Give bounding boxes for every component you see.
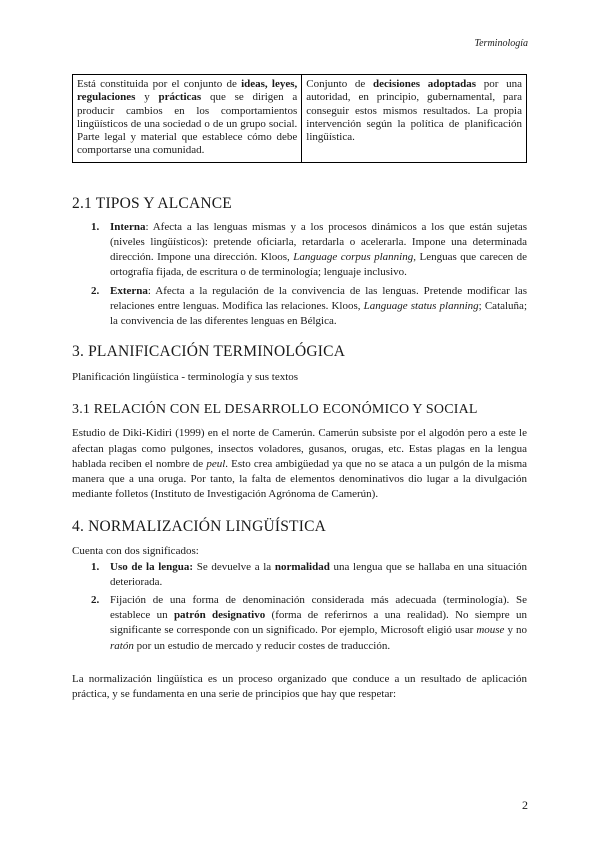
list-item: 1. Uso de la lengua: Se devuelve a la normalidad una lengua que se hallaba en una situación deteriorada.: [91, 560, 527, 588]
heading-planificacion-terminologica: 3. PLANIFICACIÓN TERMINOLÓGICA: [72, 343, 346, 361]
page-number: 2: [522, 798, 528, 812]
table-cell-planificacion: Conjunto de decisiones adoptadas por una autoridad, en principio, gubernamental, para conseguir estos mismos resultados. La propia intervención según la política de planificación lingüística.: [302, 75, 527, 163]
page-content: [72, 74, 527, 702]
paragraph-relacion: Estudio de Diki-Kidiri (1999) en el norte de Camerún. Camerún subsiste por el algodón pero a este le afectan plagas como pulgones, insectos voladores, gusanos, orugas, etc. Estas plagas en la lengua hablada reciben el nombre de peul. Esto crea ambigüedad ya que no se ataca a un pulgón de la misma manera que a una oruga. Por tanto, la falta de elementos denominativos dio lugar a la divulgación mediante folletos (Instituto de Investigación Agrónoma de Camerún).: [72, 427, 528, 501]
paragraph-norm-intro: Cuenta con dos significados:: [72, 545, 199, 558]
list-item: 2. Fijación de una forma de denominación considerada más adecuada (terminología). Se establece un patrón designativo (forma de referirnos a una realidad). No siempre un significante se corresponde con un significado. Por ejemplo, Microsoft eligió usar mouse y no ratón por un estudio de mercado y reducir costes de traducción.: [91, 594, 528, 652]
tipos-list: [72, 220, 527, 329]
heading-relacion-desarrollo: 3.1 RELACIÓN CON EL DESARROLLO ECONÓMICO Y SOCIAL: [72, 402, 478, 418]
list-item: 1. Interna: Afecta a las lenguas mismas y a los procesos dinámicos a los que están sujetas (niveles lingüísticos): pretende oficiarla, retardarla o acelerarla. Impone una determinada dirección. Impone una dirección. Kloos, Language corpus planning, Lenguas que carecen de ortografía fijada, de escritura o de terminología; lenguaje inclusivo.: [91, 220, 528, 279]
normalizacion-list: [72, 560, 527, 654]
table-cell-politica: Está constituida por el conjunto de ideas, leyes, regulaciones y prácticas que se dirigen a producir cambios en los comportamientos lingüísticos de una sociedad o de un grupo social. Parte legal y material que establece cómo debe comportarse una comunidad.: [73, 75, 302, 163]
paragraph-planificacion: Planificación lingüística - terminología y sus textos: [72, 371, 299, 384]
paragraph-norm-closing: La normalización lingüística es un proceso organizado que conduce a un resultado de aplicación práctica, y se fundamenta en una serie de principios que hay que respetar:: [72, 672, 527, 701]
running-header: Terminología: [474, 38, 528, 49]
heading-normalizacion: 4. NORMALIZACIÓN LINGÜÍSTICA: [72, 518, 327, 536]
definition-table: [72, 74, 527, 163]
heading-tipos-alcance: 2.1 TIPOS Y ALCANCE: [72, 194, 232, 212]
list-item: 2. Externa: Afecta a la regulación de la convivencia de las lenguas. Pretende modificar las relaciones entre lenguas. Modifica las relaciones. Kloos, Language status planning; Cataluña; la convivencia de las diferentes lenguas en Bélgica.: [91, 284, 527, 327]
